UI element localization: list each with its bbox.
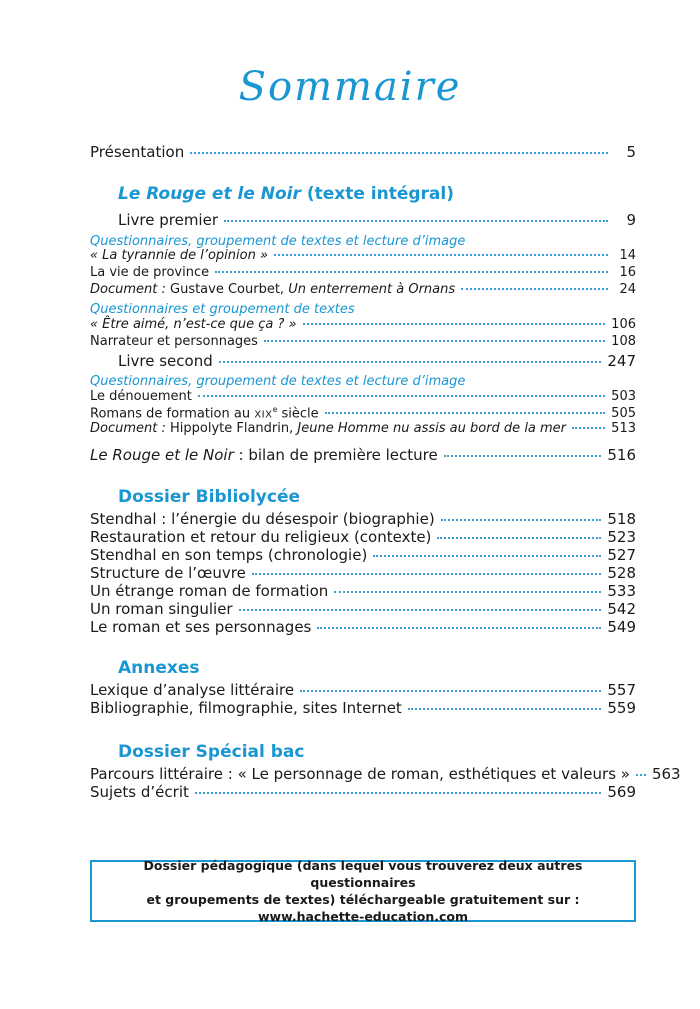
dot-leader [198,395,605,397]
toc-entry-livre-premier[interactable] [118,211,636,229]
toc-entry-page: 559 [607,699,636,717]
toc-entry-page: 542 [607,600,636,618]
toc-entry[interactable] [90,783,636,801]
toc-entry[interactable] [90,421,636,436]
dot-leader [195,792,601,794]
toc-entry-page: 503 [611,389,636,404]
toc-entry-page: 516 [607,446,636,464]
toc-entry-label: Document : Gustave Courbet, Un enterrement à Ornans [90,282,456,297]
toc-entry-label: Lexique d’analyse littéraire [90,681,295,699]
dot-leader [437,537,601,539]
toc-entry-page: 523 [607,528,636,546]
dot-leader [373,555,601,557]
toc-entry-label: « Être aimé, n’est-ce que ça ? » [90,317,297,332]
dot-leader [325,412,606,414]
toc-entry-label: Romans de formation au XIXe siècle [90,405,319,422]
toc-entry-label: Un étrange roman de formation [90,582,329,600]
toc-entry-bilan[interactable] [90,446,636,464]
toc-entry-page: 528 [607,564,636,582]
info-link[interactable]: www.hachette-education.com [257,909,469,924]
toc-entry-livre-second[interactable] [118,352,636,370]
toc-entry[interactable] [90,765,681,783]
toc-entry-label: Parcours littéraire : « Le personnage de roman, esthétiques et valeurs » [90,765,630,783]
toc-entry[interactable] [90,265,636,280]
toc-entry[interactable] [90,681,636,699]
toc-entry-page: 247 [607,352,636,370]
dot-leader [190,152,608,154]
toc-entry-page: 9 [626,211,636,229]
dot-leader [252,573,602,575]
toc-entry[interactable] [90,282,636,297]
dot-leader [444,455,602,457]
dot-leader [300,690,601,692]
subsection-label: Questionnaires et groupement de textes [90,302,355,317]
toc-entry-page: 513 [611,421,636,436]
toc-entry[interactable] [90,248,636,263]
dot-leader [264,340,605,342]
toc-entry-label: Bibliographie, filmographie, sites Internet [90,699,402,717]
toc-entry-page: 16 [619,265,636,280]
toc-entry-label: Stendhal en son temps (chronologie) [90,546,368,564]
toc-entry-page: 518 [607,510,636,528]
section-heading-rouge-noir: Le Rouge et le Noir (texte intégral) [118,184,454,204]
toc-entry-label: Le Rouge et le Noir : bilan de première lecture [90,446,438,464]
toc-entry-label: Narrateur et personnages [90,334,258,349]
toc-entry-label: « La tyrannie de l’opinion » [90,248,268,263]
dot-leader [572,427,605,429]
page-title: Sommaire [238,64,462,110]
toc-entry[interactable] [90,618,636,636]
toc-entry[interactable] [90,546,636,564]
dot-leader [274,254,608,256]
dot-leader [215,271,608,273]
toc-entry-label: Livre second [118,352,213,370]
toc-entry-label: Structure de l’œuvre [90,564,246,582]
dot-leader [441,519,602,521]
toc-entry-page: 106 [611,317,636,332]
toc-entry-label: La vie de province [90,265,210,280]
toc-entry-page: 505 [611,406,636,422]
dot-leader [636,774,646,776]
toc-entry[interactable] [90,405,636,421]
dot-leader [224,220,608,222]
toc-entry-page: 563 [651,765,681,783]
toc-entry-label: Le roman et ses personnages [90,618,312,636]
subsection-label: Questionnaires, groupement de textes et lecture d’image [90,234,466,249]
toc-entry[interactable] [90,389,636,404]
info-line: et groupements de textes) téléchargeable gratuitement sur : [146,892,580,907]
toc-entry-label: Livre premier [118,211,218,229]
dot-leader [461,288,608,290]
toc-entry-label: Un roman singulier [90,600,233,618]
toc-entry-presentation[interactable] [90,143,636,161]
toc-entry-label: Le dénouement [90,389,192,404]
toc-entry-page: 549 [607,618,636,636]
toc-entry[interactable] [90,600,636,618]
subsection-label: Questionnaires, groupement de textes et lecture d’image [90,374,466,389]
dot-leader [317,627,601,629]
dot-leader [219,361,602,363]
toc-entry-page: 557 [607,681,636,699]
dot-leader [408,708,602,710]
section-heading-dossier: Dossier Bibliolycée [118,487,301,507]
toc-entry[interactable] [90,699,636,717]
toc-entry-label: Restauration et retour du religieux (contexte) [90,528,432,546]
toc-entry-page: 569 [607,783,636,801]
toc-entry[interactable] [90,334,636,349]
toc-entry-page: 527 [607,546,636,564]
toc-entry[interactable] [90,528,636,546]
toc-entry-page: 24 [619,282,636,297]
toc-entry-page: 108 [611,334,636,349]
toc-entry-page: 533 [607,582,636,600]
toc-entry-page: 14 [619,248,636,263]
toc-entry-label: Document : Hippolyte Flandrin, Jeune Homme nu assis au bord de la mer [90,421,567,436]
toc-entry-page: 5 [626,143,636,161]
info-line: Dossier pédagogique (dans lequel vous trouverez deux autres questionnaires [143,858,583,890]
toc-entry[interactable] [90,317,636,332]
toc-entry-label: Sujets d’écrit [90,783,189,801]
download-info-box [90,860,636,922]
toc-entry[interactable] [90,510,636,528]
dot-leader [334,591,601,593]
dot-leader [239,609,602,611]
toc-entry[interactable] [90,564,636,582]
toc-entry-label: Présentation [90,143,185,161]
section-heading-annexes: Annexes [118,658,200,678]
toc-entry[interactable] [90,582,636,600]
section-heading-bac: Dossier Spécial bac [118,742,305,762]
dot-leader [303,323,606,325]
toc-entry-label: Stendhal : l’énergie du désespoir (biographie) [90,510,435,528]
